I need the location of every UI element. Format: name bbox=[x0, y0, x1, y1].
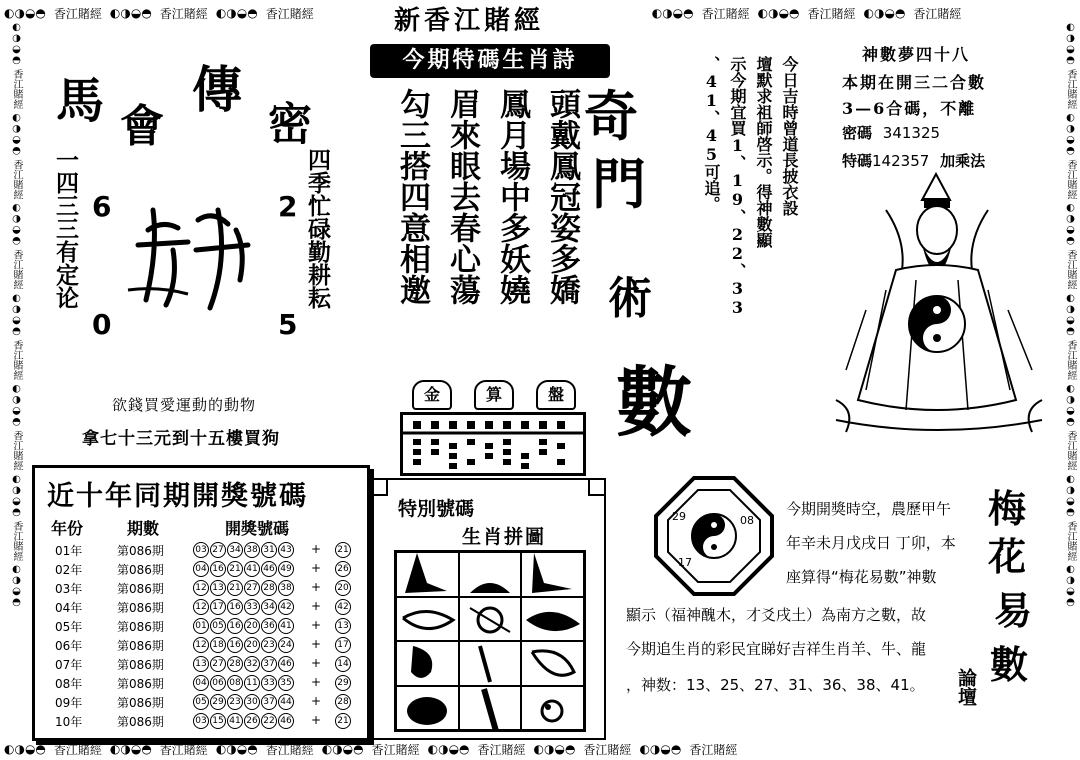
puzzle-tile bbox=[396, 552, 459, 597]
shenshu-line: 本期在開三二合數 bbox=[842, 73, 987, 92]
plus-sign: + bbox=[311, 637, 322, 651]
number-ball: 42 bbox=[278, 599, 294, 615]
number-ball: 46 bbox=[261, 561, 277, 577]
border-label: 香江賭經 bbox=[159, 742, 208, 757]
puzzle-tile bbox=[521, 552, 584, 597]
number-ball: 13 bbox=[193, 656, 209, 672]
meihua-signature: 論壇 bbox=[955, 668, 977, 706]
meihua-line: ，神数：13、25、27、31、36、38、41。 bbox=[626, 676, 925, 694]
row-year: 01年 bbox=[55, 544, 83, 558]
row-year: 02年 bbox=[55, 563, 83, 577]
bagua-number: 29 bbox=[672, 510, 686, 523]
plus-sign: + bbox=[311, 713, 322, 727]
mima-number: 6 bbox=[92, 190, 112, 223]
mima-title-char: 馬 bbox=[56, 73, 105, 129]
number-ball: 41 bbox=[278, 618, 294, 634]
number-ball: 34 bbox=[227, 542, 243, 558]
number-ball: 08 bbox=[227, 675, 243, 691]
mima-number: 5 bbox=[278, 308, 298, 341]
table-row bbox=[35, 540, 365, 559]
special-number-ball: 21 bbox=[335, 713, 351, 729]
mima-number: 0 bbox=[92, 308, 112, 341]
border-label: 香江賭經 bbox=[371, 742, 420, 757]
puzzle-tile bbox=[459, 597, 522, 642]
border-label: 香江賭經 bbox=[53, 6, 102, 21]
meihua-line: 年辛未月戊戌日 丁卯，本 bbox=[786, 534, 956, 552]
mima-title-char: 傳 bbox=[192, 60, 242, 119]
puzzle-tile bbox=[396, 641, 459, 686]
border-label: 香江賭經 bbox=[11, 430, 22, 471]
puzzle-subtitle: 生肖拼圖 bbox=[462, 526, 547, 548]
border-label: 香江賭經 bbox=[1065, 520, 1076, 561]
number-ball: 38 bbox=[278, 580, 294, 596]
number-ball: 12 bbox=[193, 580, 209, 596]
row-period: 第086期 bbox=[117, 582, 164, 596]
number-ball: 06 bbox=[210, 675, 226, 691]
meihua-line: 今期開獎時空，農歷甲午 bbox=[786, 500, 952, 518]
abacus-image bbox=[400, 412, 586, 476]
row-period: 第086期 bbox=[117, 563, 164, 577]
tema-label: 特碼 bbox=[842, 152, 873, 170]
puzzle-tile bbox=[396, 597, 459, 642]
number-ball: 01 bbox=[193, 618, 209, 634]
mima-right-verse: 四季忙碌勤耕耘 bbox=[304, 148, 331, 309]
border-label: 香江賭經 bbox=[11, 69, 22, 110]
number-ball: 30 bbox=[244, 694, 260, 710]
special-number-ball: 14 bbox=[335, 656, 351, 672]
border-label: 香江賭經 bbox=[583, 742, 632, 757]
number-ball: 03 bbox=[193, 713, 209, 729]
border-label: 香江賭經 bbox=[53, 742, 102, 757]
meihua-line: 今期追生肖的彩民宜睇好吉祥生肖羊、牛、龍 bbox=[626, 640, 927, 658]
number-ball: 46 bbox=[278, 656, 294, 672]
row-year: 10年 bbox=[55, 715, 83, 729]
meihua-title-char: 花 bbox=[988, 534, 1027, 579]
number-ball: 49 bbox=[278, 561, 294, 577]
border-label: 香江賭經 bbox=[807, 6, 856, 21]
border-label: 香江賭經 bbox=[11, 249, 22, 290]
puzzle-tile bbox=[459, 552, 522, 597]
row-numbers bbox=[193, 656, 294, 672]
special-number-ball: 42 bbox=[335, 599, 351, 615]
border-label: 香江賭經 bbox=[265, 742, 314, 757]
number-ball: 12 bbox=[193, 599, 209, 615]
number-ball: 16 bbox=[210, 561, 226, 577]
calligraphy-glyph bbox=[118, 190, 268, 320]
poem-line: 勾三搭四意相邀 bbox=[394, 88, 430, 305]
border-label: 香江賭經 bbox=[1065, 249, 1076, 290]
bagua-diagram bbox=[652, 474, 776, 598]
border-label: 香江賭經 bbox=[701, 6, 750, 21]
number-ball: 41 bbox=[227, 713, 243, 729]
plus-sign: + bbox=[311, 599, 322, 613]
header-numbers: 開獎號碼 bbox=[225, 519, 290, 538]
number-ball: 22 bbox=[261, 713, 277, 729]
number-ball: 17 bbox=[210, 599, 226, 615]
number-ball: 34 bbox=[261, 599, 277, 615]
mima-title-char: 會 bbox=[120, 101, 164, 152]
poem-line: 鳳月場中多妖嬈 bbox=[494, 88, 530, 305]
table-row bbox=[35, 559, 365, 578]
number-ball: 31 bbox=[261, 542, 277, 558]
qimen-char: 術 bbox=[608, 273, 652, 324]
number-ball: 05 bbox=[193, 694, 209, 710]
shenshu-tema bbox=[842, 150, 985, 171]
number-ball: 16 bbox=[227, 599, 243, 615]
prophecy-line: 壇默求祖師啓示。得神數顯 bbox=[754, 56, 773, 248]
row-period: 第086期 bbox=[117, 696, 164, 710]
row-numbers bbox=[193, 675, 294, 691]
special-number-ball: 13 bbox=[335, 618, 351, 634]
number-ball: 27 bbox=[244, 580, 260, 596]
puzzle-tile bbox=[396, 686, 459, 731]
newspaper-title: 新香江賭經 bbox=[388, 0, 550, 37]
border-label: 香江賭經 bbox=[11, 340, 22, 381]
special-number-ball: 21 bbox=[335, 542, 351, 558]
mima-hint-line1: 欲錢買愛運動的動物 bbox=[112, 396, 257, 414]
suanpan-char: 算 bbox=[474, 380, 514, 410]
number-ball: 46 bbox=[278, 713, 294, 729]
number-ball: 28 bbox=[227, 656, 243, 672]
number-ball: 24 bbox=[278, 637, 294, 653]
mima-label: 密碼 bbox=[842, 124, 873, 142]
number-ball: 05 bbox=[210, 618, 226, 634]
puzzle-tile bbox=[521, 641, 584, 686]
puzzle-grid bbox=[394, 550, 586, 732]
prophecy-line: 今日吉時曾道長披衣設 bbox=[780, 56, 799, 216]
plus-sign: + bbox=[311, 675, 322, 689]
number-ball: 26 bbox=[244, 713, 260, 729]
number-ball: 23 bbox=[227, 694, 243, 710]
top-border: ◐◑◒◓ 香江賭經 ◐◑◒◓ 香江賭經 ◐◑◒◓ 香江賭經 ◐◑◒◓ 香江賭經 ◐◑◒◓ 香江賭經 ◐◑◒◓ 香江賭經 bbox=[4, 6, 962, 21]
number-ball: 03 bbox=[193, 542, 209, 558]
meihua-title-char: 梅 bbox=[988, 486, 1027, 531]
mima-hint-line2: 拿七十三元到十五樓買狗 bbox=[82, 429, 280, 449]
row-numbers bbox=[193, 580, 294, 596]
left-border: ◐◑◒◓ 香江賭經 ◐◑◒◓ 香江賭經 ◐◑◒◓ 香江賭經 ◐◑◒◓ 香江賭經 ◐◑◒◓ 香江賭經 ◐◑◒◓ 香江賭經 ◐◑◒◓ bbox=[11, 22, 22, 609]
number-ball: 43 bbox=[278, 542, 294, 558]
number-ball: 11 bbox=[244, 675, 260, 691]
header-period: 期數 bbox=[127, 519, 160, 538]
row-year: 09年 bbox=[55, 696, 83, 710]
table-row bbox=[35, 692, 365, 711]
meihua-line: 顯示（福神醜木，才爻戌土）為南方之數，故 bbox=[626, 606, 927, 624]
number-ball: 21 bbox=[227, 580, 243, 596]
puzzle-tile bbox=[521, 597, 584, 642]
shenshu-line: 3—6合碼，不離 bbox=[842, 99, 977, 118]
row-numbers bbox=[193, 713, 294, 729]
number-ball: 12 bbox=[193, 637, 209, 653]
number-ball: 41 bbox=[244, 561, 260, 577]
number-ball: 27 bbox=[210, 542, 226, 558]
special-number-ball: 28 bbox=[335, 694, 351, 710]
number-ball: 44 bbox=[278, 694, 294, 710]
header-year: 年份 bbox=[51, 519, 84, 538]
plus-sign: + bbox=[311, 618, 322, 632]
number-ball: 04 bbox=[193, 675, 209, 691]
mima-title-char: 密 bbox=[268, 99, 312, 150]
row-period: 第086期 bbox=[117, 601, 164, 615]
number-ball: 20 bbox=[244, 618, 260, 634]
row-numbers bbox=[193, 637, 294, 653]
table-row bbox=[35, 635, 365, 654]
meihua-title-char: 易 bbox=[994, 588, 1033, 633]
border-label: 香江賭經 bbox=[265, 6, 314, 21]
mima-number: 2 bbox=[278, 190, 298, 223]
border-label: 香江賭經 bbox=[477, 742, 526, 757]
number-ball: 16 bbox=[227, 618, 243, 634]
number-ball: 13 bbox=[210, 580, 226, 596]
number-ball: 38 bbox=[244, 542, 260, 558]
row-year: 08年 bbox=[55, 677, 83, 691]
row-year: 04年 bbox=[55, 601, 83, 615]
border-label: 香江賭經 bbox=[11, 159, 22, 200]
row-numbers bbox=[193, 618, 294, 634]
number-ball: 37 bbox=[261, 694, 277, 710]
number-ball: 32 bbox=[244, 656, 260, 672]
row-numbers bbox=[193, 599, 294, 615]
mima-left-verse: 一四三三有定论 bbox=[52, 148, 79, 309]
table-row bbox=[35, 578, 365, 597]
number-ball: 29 bbox=[210, 694, 226, 710]
bagua-number: 17 bbox=[678, 556, 692, 569]
prophecy-line: 、41、45可追。 bbox=[702, 56, 721, 212]
number-ball: 16 bbox=[227, 637, 243, 653]
number-ball: 21 bbox=[227, 561, 243, 577]
row-period: 第086期 bbox=[117, 658, 164, 672]
row-period: 第086期 bbox=[117, 715, 164, 729]
border-label: 香江賭經 bbox=[1065, 159, 1076, 200]
number-ball: 23 bbox=[261, 637, 277, 653]
bottom-border: ◐◑◒◓ 香江賭經 ◐◑◒◓ 香江賭經 ◐◑◒◓ 香江賭經 ◐◑◒◓ 香江賭經 ◐◑◒◓ 香江賭經 ◐◑◒◓ 香江賭經 ◐◑◒◓ 香江賭經 bbox=[4, 742, 738, 757]
plus-sign: + bbox=[311, 561, 322, 575]
plus-sign: + bbox=[311, 656, 322, 670]
number-ball: 20 bbox=[244, 637, 260, 653]
plus-sign: + bbox=[311, 542, 322, 556]
number-ball: 15 bbox=[210, 713, 226, 729]
poem-line: 頭戴鳳冠姿多嬌 bbox=[544, 88, 580, 305]
tema-value: 142357 bbox=[872, 152, 930, 170]
puzzle-tile bbox=[459, 641, 522, 686]
suanpan-char: 金 bbox=[412, 380, 452, 410]
number-ball: 37 bbox=[261, 656, 277, 672]
meihua-line: 座算得“梅花易數”神數 bbox=[786, 568, 937, 586]
table-title: 近十年同期開獎號碼 bbox=[47, 481, 308, 512]
tema-method: 加乘法 bbox=[940, 152, 986, 170]
number-ball: 35 bbox=[278, 675, 294, 691]
poem-line: 眉來眼去春心蕩 bbox=[444, 88, 480, 305]
right-border: ◐◑◒◓ 香江賭經 ◐◑◒◓ 香江賭經 ◐◑◒◓ 香江賭經 ◐◑◒◓ 香江賭經 ◐◑◒◓ 香江賭經 ◐◑◒◓ 香江賭經 ◐◑◒◓ bbox=[1065, 22, 1076, 609]
table-row bbox=[35, 654, 365, 673]
special-number-ball: 29 bbox=[335, 675, 351, 691]
number-ball: 18 bbox=[210, 637, 226, 653]
number-ball: 27 bbox=[210, 656, 226, 672]
row-numbers bbox=[193, 542, 294, 558]
row-year: 06年 bbox=[55, 639, 83, 653]
plus-sign: + bbox=[311, 580, 322, 594]
shenshu-line: 神數夢四十八 bbox=[862, 45, 971, 64]
number-ball: 33 bbox=[244, 599, 260, 615]
row-year: 03年 bbox=[55, 582, 83, 596]
table-row bbox=[35, 597, 365, 616]
table-row bbox=[35, 711, 365, 730]
bagua-number: 08 bbox=[740, 514, 754, 527]
history-table bbox=[32, 465, 370, 741]
border-label: 香江賭經 bbox=[11, 520, 22, 561]
puzzle-title: 特別號碼 bbox=[398, 498, 475, 520]
qimen-char: 奇 bbox=[584, 84, 638, 148]
row-numbers bbox=[193, 694, 294, 710]
number-ball: 28 bbox=[261, 580, 277, 596]
border-label: 香江賭經 bbox=[689, 742, 738, 757]
special-number-ball: 20 bbox=[335, 580, 351, 596]
poem-banner: 今期特碼生肖詩 bbox=[370, 44, 610, 78]
row-period: 第086期 bbox=[117, 677, 164, 691]
row-year: 05年 bbox=[55, 620, 83, 634]
number-ball: 36 bbox=[261, 618, 277, 634]
qimen-char: 數 bbox=[616, 358, 692, 447]
border-label: 香江賭經 bbox=[1065, 340, 1076, 381]
mima-value: 341325 bbox=[882, 124, 941, 142]
zodiac-puzzle bbox=[370, 478, 606, 740]
row-numbers bbox=[193, 561, 294, 577]
prophecy-line: 示今期宜買1、19、22、33 bbox=[728, 56, 747, 317]
shenshu-mima bbox=[842, 122, 940, 143]
puzzle-tile bbox=[521, 686, 584, 731]
plus-sign: + bbox=[311, 694, 322, 708]
border-label: 香江賭經 bbox=[1065, 430, 1076, 471]
table-row bbox=[35, 673, 365, 692]
table-row bbox=[35, 616, 365, 635]
row-year: 07年 bbox=[55, 658, 83, 672]
special-number-ball: 26 bbox=[335, 561, 351, 577]
border-label: 香江賭經 bbox=[913, 6, 962, 21]
row-period: 第086期 bbox=[117, 620, 164, 634]
number-ball: 04 bbox=[193, 561, 209, 577]
special-number-ball: 17 bbox=[335, 637, 351, 653]
suanpan-char: 盤 bbox=[536, 380, 576, 410]
number-ball: 33 bbox=[261, 675, 277, 691]
border-label: 香江賭經 bbox=[1065, 69, 1076, 110]
border-label: 香江賭經 bbox=[159, 6, 208, 21]
row-period: 第086期 bbox=[117, 639, 164, 653]
qimen-char: 門 bbox=[592, 152, 646, 216]
row-period: 第086期 bbox=[117, 544, 164, 558]
puzzle-tile bbox=[459, 686, 522, 731]
taoist-master-illustration bbox=[826, 170, 1052, 448]
meihua-title-char: 數 bbox=[990, 642, 1029, 687]
